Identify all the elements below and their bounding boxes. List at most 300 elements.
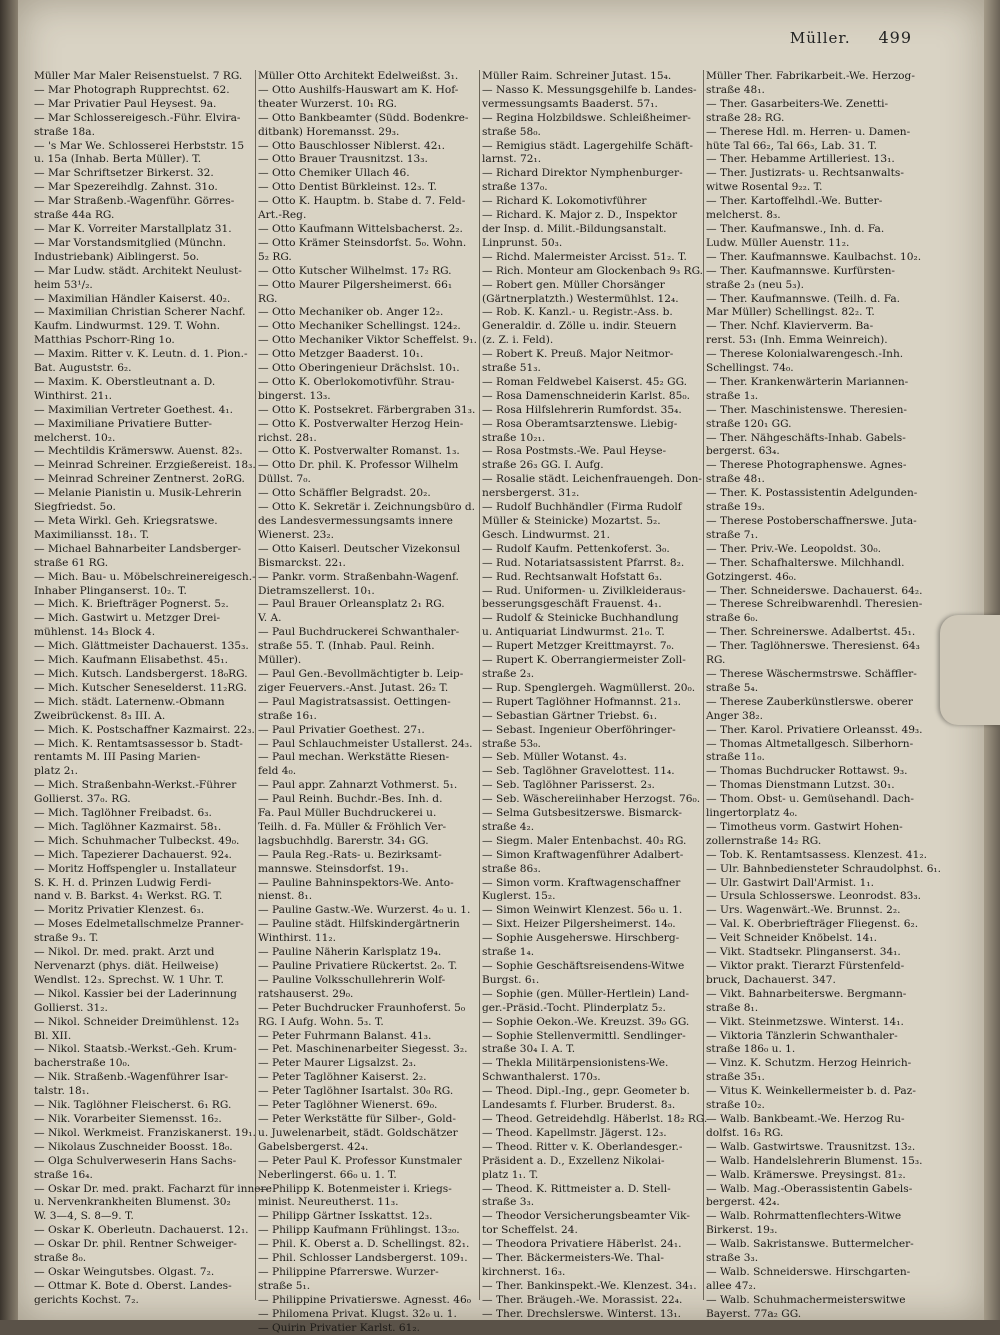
directory-entry: — Michael Bahnarbeiter Landsberger- bbox=[34, 542, 242, 555]
directory-entry: — Mar Spezereihdlg. Zahnst. 31o. bbox=[34, 181, 218, 194]
directory-entry: zollernstraße 14₂ RG. bbox=[706, 834, 822, 847]
directory-entry: straße 28₂ RG. bbox=[706, 111, 785, 124]
directory-entry: — Pauline Volksschullehrerin Wolf- bbox=[258, 973, 446, 986]
directory-entry: platz 2₁. bbox=[34, 765, 79, 778]
directory-entry: straße 55. T. (Inhab. Paul. Reinh. bbox=[258, 640, 435, 653]
directory-entry: des Landesvermessungsamts innere bbox=[258, 515, 453, 527]
directory-entry: — Ther. Karol. Privatiere Orleansst. 49₃. bbox=[706, 723, 923, 736]
directory-entry: — Rosa Damenschneiderin Karlst. 85₀. bbox=[482, 389, 690, 402]
directory-entry: — Richard Direktor Nymphenburger- bbox=[482, 167, 683, 180]
directory-entry: — Theod. Ritter v. K. Oberlandesger.- bbox=[482, 1140, 683, 1153]
directory-entry: — Philomena Privat. Klugst. 32₀ u. 1. bbox=[258, 1307, 457, 1320]
directory-entry: — Pauline städt. Hilfskindergärtnerin bbox=[258, 918, 460, 931]
directory-entry: — Mich. K. Rentamtsassessor b. Stadt- bbox=[34, 737, 243, 750]
directory-entry: — Mar Straßenb.-Wagenführ. Görres- bbox=[34, 195, 235, 208]
directory-entry: — Mar Vorstandsmitglied (Münchn. bbox=[34, 236, 226, 249]
directory-entry: — Nasso K. Messungsgehilfe b. Landes- bbox=[482, 83, 697, 96]
directory-entry: Ludw. Müller Auenstr. 11₂. bbox=[706, 236, 850, 249]
directory-entry: — Ottmar K. Bote d. Oberst. Landes- bbox=[34, 1279, 232, 1292]
directory-entry: — Peter Taglöhner Wienerst. 69₀. bbox=[258, 1099, 438, 1112]
directory-entry: — Meta Wirkl. Geh. Kriegsratswe. bbox=[34, 515, 218, 527]
directory-entry: tor Scheffelst. 24. bbox=[482, 1224, 578, 1237]
directory-entry: — Mich. Bau- u. Möbelschreinereigesch.- bbox=[34, 570, 256, 583]
directory-entry: — Otto Krämer Steinsdorfst. 5₀. Wohn. bbox=[258, 236, 467, 249]
directory-entry: — Theodora Privatiere Häberlst. 24₁. bbox=[482, 1238, 682, 1251]
directory-entry: — Sixt. Heizer Pilgersheimerst. 14₀. bbox=[482, 918, 676, 931]
directory-entry: witwe Rosental 9₂₂. T. bbox=[706, 181, 823, 194]
directory-entry: — Peter Maurer Ligsalzst. 2₃. bbox=[258, 1057, 417, 1070]
directory-entry: V. A. bbox=[258, 612, 282, 625]
directory-entry: — Nik. Straßenb.-Wagenführer Isar- bbox=[34, 1071, 229, 1084]
directory-entry: rerst. 53₁ (Inh. Emma Weinreich). bbox=[706, 334, 888, 347]
directory-entry: Art.-Reg. bbox=[258, 209, 307, 222]
directory-entry: bingerst. 13₃. bbox=[258, 389, 331, 402]
directory-entry: — Paul Reinh. Buchdr.-Bes. Inh. d. bbox=[258, 793, 443, 806]
directory-entry: — Paul Gen.-Bevollmächtigter b. Leip- bbox=[258, 667, 464, 680]
directory-entry: Linprunst. 50₃. bbox=[482, 236, 563, 249]
directory-entry: ziger Feuervers.-Anst. Jutast. 26₂ T. bbox=[258, 681, 449, 694]
directory-entry: — Olga Schulverweserin Hans Sachs- bbox=[34, 1154, 237, 1167]
directory-entry: Gotzingerst. 46₀. bbox=[706, 570, 797, 583]
directory-entry: — Maxim. Ritter v. K. Leutn. d. 1. Pion.- bbox=[34, 348, 248, 361]
directory-entry: — Meinrad Schreiner. Erzgießereist. 18₃. bbox=[34, 459, 256, 472]
directory-entry: — Otto Mechaniker ob. Anger 12₂. bbox=[258, 306, 444, 319]
directory-entry: — Philipp Kaufmann Frühlingst. 13₂₀. bbox=[258, 1224, 460, 1237]
directory-entry: — Ther. Kartoffelhdl.-We. Butter- bbox=[706, 195, 883, 208]
directory-entry: (Gärtnerplatzth.) Westermühlst. 12₄. bbox=[482, 292, 679, 305]
directory-entry: larnst. 72₁. bbox=[482, 153, 542, 166]
directory-entry: bacherstraße 10₀. bbox=[34, 1057, 131, 1070]
directory-entry: Burgst. 6₁. bbox=[482, 973, 540, 986]
directory-entry: — Sebast. Ingenieur Oberföhringer- bbox=[482, 723, 676, 736]
directory-entry: — Thomas Buchdrucker Rottawst. 9₃. bbox=[706, 765, 908, 778]
directory-entry: — Mar Photograph Rupprechtst. 62. bbox=[34, 83, 230, 96]
directory-entry: Bayerst. 77a₂ GG. bbox=[706, 1307, 802, 1320]
directory-entry: — Rud. Notariatsassistent Pfarrst. 8₂. bbox=[482, 556, 685, 569]
directory-entry: Neberlingerst. 66₀ u. 1. T. bbox=[258, 1168, 397, 1181]
directory-entry: u. Nervenkrankheiten Blumenst. 30₂ bbox=[34, 1196, 231, 1209]
directory-entry: melcherst. 8₃. bbox=[706, 209, 781, 222]
directory-entry: — Ther. Drechslerswe. Winterst. 13₁. bbox=[482, 1307, 682, 1320]
directory-entry: — Oskar Dr. med. prakt. Facharzt für innere bbox=[34, 1182, 272, 1195]
directory-entry: — Mich. Kutscher Seneselderst. 11₂RG. bbox=[34, 681, 247, 694]
directory-entry: — Otto Bauschlosser Niblerst. 42₁. bbox=[258, 139, 446, 152]
directory-entry: — Philippine Privatierswe. Agnesst. 46₀ bbox=[258, 1293, 471, 1306]
directory-entry: — Regina Holzbildswe. Schleißheimer- bbox=[482, 111, 691, 124]
directory-entry: — Ursula Schlosserswe. Leonrodst. 83₃. bbox=[706, 890, 922, 903]
directory-entry: minist. Neureutherst. 11₃. bbox=[258, 1196, 399, 1209]
directory-entry: — Otto Bankbeamter (Südd. Bodenkre- bbox=[258, 111, 469, 124]
directory-entry: besserungsgeschäft Frauenst. 4₁. bbox=[482, 598, 662, 611]
directory-entry: ratshauserst. 29₀. bbox=[258, 987, 354, 1000]
directory-entry: straße 51₃. bbox=[482, 362, 541, 375]
directory-entry: allee 47₂. bbox=[706, 1279, 757, 1292]
directory-entry: — Sophie (gen. Müller-Hertlein) Land- bbox=[482, 987, 690, 1000]
directory-entry: — Thom. Obst- u. Gemüsehandl. Dach- bbox=[706, 793, 914, 806]
directory-entry: — Peter Taglöhner Isartalst. 30₀ RG. bbox=[258, 1085, 454, 1098]
directory-entry: straße 10₂₁. bbox=[482, 431, 546, 444]
directory-entry: Müller Otto Architekt Edelweißst. 3₁. bbox=[258, 70, 459, 82]
directory-entry: — Mich. Gastwirt u. Metzger Drei- bbox=[34, 612, 221, 625]
directory-entry: — Rosalie städt. Leichenfrauengeh. Don- bbox=[482, 473, 702, 486]
directory-entry: straße 7₁. bbox=[706, 528, 759, 541]
directory-entry: — Mechtildis Krämersww. Auenst. 82₃. bbox=[34, 445, 243, 458]
directory-entry: W. 3—4, S. 8—9. T. bbox=[34, 1210, 134, 1223]
directory-entry: — Pet. Maschinenarbeiter Siegesst. 3₂. bbox=[258, 1043, 468, 1056]
directory-entry: — Otto K. Postverwalter Herzog Hein- bbox=[258, 417, 464, 430]
directory-entry: Müller & Steinicke) Mozartst. 5₂. bbox=[482, 515, 661, 527]
directory-entry: — Pauline Privatiere Rückertst. 2₀. T. bbox=[258, 960, 458, 972]
directory-entry: — Paul Magistratsassist. Oettingen- bbox=[258, 695, 451, 708]
directory-entry: — Oskar Weingutsbes. Olgast. 7₂. bbox=[34, 1265, 215, 1278]
directory-entry: — Thomas Altmetallgesch. Silberhorn- bbox=[706, 737, 914, 750]
directory-entry: — Nikolaus Zuschneider Boosst. 18₀. bbox=[34, 1140, 233, 1153]
directory-entry: straße 2₃. bbox=[482, 667, 535, 680]
directory-entry: Teilh. d. Fa. Müller & Fröhlich Ver- bbox=[258, 820, 447, 833]
directory-entry: — Otto Mechaniker Schellingst. 124₂. bbox=[258, 320, 461, 333]
directory-entry: — Viktoria Tänzlerin Schwanthaler- bbox=[706, 1029, 898, 1042]
directory-entry: — Moritz Hoffspengler u. Installateur bbox=[34, 862, 237, 875]
directory-entry: — Tob. K. Rentamtsassess. Klenzest. 41₂. bbox=[706, 848, 927, 861]
directory-entry: — Pauline Näherin Karlsplatz 19₄. bbox=[258, 946, 442, 959]
directory-entry: — Paul Brauer Orleansplatz 2₁ RG. bbox=[258, 598, 445, 611]
directory-entry: — Timotheus vorm. Gastwirt Hohen- bbox=[706, 820, 903, 833]
directory-entry: — Thomas Dienstmann Lutzst. 30₁. bbox=[706, 779, 895, 792]
directory-entry: straße 8₁. bbox=[706, 1001, 759, 1014]
directory-entry: straße 86₃. bbox=[482, 862, 541, 875]
directory-entry: u. Juwelenarbeit, städt. Goldschätzer bbox=[258, 1126, 458, 1139]
directory-entry: Wienerst. 23₂. bbox=[258, 528, 335, 541]
directory-column-4 bbox=[706, 70, 942, 1320]
directory-entry: nand v. B. Barkst. 4₁ Werkst. RG. T. bbox=[34, 890, 223, 903]
directory-entry: — Quirin Privatier Karlst. 61₂. bbox=[258, 1321, 420, 1334]
directory-entry: — Walb. Schneiderswe. Hirschgarten- bbox=[706, 1265, 911, 1278]
directory-column-1 bbox=[34, 70, 272, 1310]
directory-entry: — Paul mechan. Werkstätte Riesen- bbox=[258, 751, 450, 764]
directory-entry: — Walb. Handelslehrerin Blumenst. 15₃. bbox=[706, 1154, 923, 1167]
directory-entry: straße 10₂. bbox=[706, 1099, 765, 1112]
directory-entry: — Seb. Müller Wotanst. 4₃. bbox=[482, 751, 627, 764]
directory-entry: straße 120₁ GG. bbox=[706, 417, 792, 430]
directory-entry: heim 53¹/₂. bbox=[34, 278, 93, 291]
directory-entry: mühlenst. 14₃ Block 4. bbox=[34, 626, 156, 639]
directory-entry: lagsbuchhdlg. Barerstr. 34₁ GG. bbox=[258, 834, 429, 847]
directory-entry: bergerst. 42₄. bbox=[706, 1196, 780, 1209]
directory-entry: — Urs. Wagenwärt.-We. Brunnst. 2₂. bbox=[706, 904, 901, 917]
directory-entry: — Pauline Gastw.-We. Wurzerst. 4₀ u. 1. bbox=[258, 904, 471, 917]
directory-entry: — Philipp Gärtner Isskattst. 12₃. bbox=[258, 1210, 433, 1223]
directory-entry: straße 48₁. bbox=[706, 473, 765, 486]
directory-entry: — Walb. Bankbeamt.-We. Herzog Ru- bbox=[706, 1112, 905, 1125]
directory-entry: — Rosa Hilfslehrerin Rumfordst. 35₄. bbox=[482, 403, 682, 416]
directory-entry: talstr. 18₁. bbox=[34, 1085, 90, 1098]
directory-entry: — Sophie Ausgeherswe. Hirschberg- bbox=[482, 932, 680, 945]
directory-entry: — Ther. Kaufmannswe. Kaulbachst. 10₂. bbox=[706, 250, 922, 263]
directory-entry: — Mich. Schuhmacher Tulbeckst. 49₀. bbox=[34, 834, 240, 847]
directory-entry: — Seb. Taglöhner Gravelottest. 11₄. bbox=[482, 765, 675, 778]
directory-entry: feld 4₀. bbox=[258, 765, 297, 778]
directory-column-3 bbox=[482, 70, 708, 1320]
directory-entry: — Rup. Spenglergeh. Wagmüllerst. 20₀. bbox=[482, 681, 696, 694]
directory-entry: straße 8₀. bbox=[34, 1252, 87, 1265]
directory-entry: — Val. K. Oberbriefträger Fliegenst. 6₂. bbox=[706, 918, 919, 931]
directory-entry: — Oskar K. Oberleutn. Dachauerst. 12₁. bbox=[34, 1224, 249, 1237]
directory-entry: — Richd. Malermeister Arcisst. 51₂. T. bbox=[482, 250, 687, 263]
directory-entry: — Rud. Uniformen- u. Zivilkleideraus- bbox=[482, 584, 686, 597]
directory-entry: — Vikt. Bahnarbeiterswe. Bergmann- bbox=[706, 987, 907, 1000]
directory-entry: mannswe. Steinsdorfst. 19₁. bbox=[258, 862, 409, 875]
directory-entry: ger.-Präsid.-Tocht. Plinderplatz 5₂. bbox=[482, 1001, 666, 1014]
directory-entry: Müller Raim. Schreiner Jutast. 15₄. bbox=[482, 70, 672, 82]
directory-entry: straße 26₃ GG. I. Aufg. bbox=[482, 459, 604, 472]
directory-entry: — Simon Kraftwagenführer Adalbert- bbox=[482, 848, 684, 861]
directory-entry: der Insp. d. Milit.-Bildungsanstalt. bbox=[482, 222, 667, 235]
directory-entry: — Theod. Getreidehdlg. Häberlst. 18₂ RG. bbox=[482, 1112, 708, 1125]
directory-entry: — Otto Aushilfs-Hauswart am K. Hof- bbox=[258, 83, 459, 96]
directory-entry: kirchnerst. 16₃. bbox=[482, 1265, 566, 1278]
directory-entry: — Walb. Rohrmattenflechters-Witwe bbox=[706, 1210, 902, 1223]
directory-entry: straße 4₂. bbox=[482, 820, 535, 833]
directory-entry: — Ther. Nchf. Klavierverm. Ba- bbox=[706, 320, 874, 333]
directory-entry: straße 19₃. bbox=[706, 501, 765, 514]
directory-entry: — Therese Wäschermstrswe. Schäffler- bbox=[706, 667, 917, 680]
book-gutter bbox=[0, 0, 18, 1320]
directory-entry: Landesamts f. Flurber. Bruderst. 8₃. bbox=[482, 1099, 676, 1112]
directory-entry: straße 5₁. bbox=[258, 1279, 311, 1292]
directory-entry: Gesch. Lindwurmst. 21. bbox=[482, 528, 610, 541]
directory-entry: — Nik. Taglöhner Fleischerst. 6₁ RG. bbox=[34, 1099, 232, 1112]
directory-entry: — Otto Dr. phil. K. Professor Wilhelm bbox=[258, 459, 459, 472]
directory-entry: — Rob. K. Kanzl.- u. Registr.-Ass. b. bbox=[482, 306, 673, 319]
directory-entry: — Theod. Dipl.-Ing., gepr. Geometer b. bbox=[482, 1085, 690, 1098]
directory-entry: — Robert gen. Müller Chorsänger bbox=[482, 278, 665, 291]
directory-entry: rentamts M. III Pasing Marien- bbox=[34, 751, 201, 764]
directory-entry: — Siegm. Maler Entenbachst. 40₃ RG. bbox=[482, 834, 687, 847]
directory-entry: — Rupert Taglöhner Hofmannst. 21₃. bbox=[482, 695, 682, 708]
directory-entry: u. Antiquariat Lindwurmst. 21₀. T. bbox=[482, 626, 665, 639]
directory-entry: — Ther. Kaufmannswe. (Teilh. d. Fa. bbox=[706, 292, 901, 305]
directory-entry: straße 11₀. bbox=[706, 751, 765, 764]
directory-entry: — Phil. K. Oberst a. D. Schellingst. 82₁. bbox=[258, 1238, 470, 1251]
directory-entry: Müller Ther. Fabrikarbeit.-We. Herzog- bbox=[706, 70, 915, 82]
directory-entry: — Ther. Justizrats- u. Rechtsanwalts- bbox=[706, 167, 904, 180]
directory-entry: — Sebastian Gärtner Triebst. 6₁. bbox=[482, 709, 658, 722]
directory-entry: — Sophie Stellenvermittl. Sendlinger- bbox=[482, 1029, 686, 1042]
directory-entry: — Ther. Hebamme Artilleriest. 13₁. bbox=[706, 153, 895, 166]
directory-entry: melcherst. 10₂. bbox=[34, 431, 116, 444]
directory-entry: Anger 38₂. bbox=[706, 709, 764, 722]
directory-entry: straße 61 RG. bbox=[34, 556, 109, 569]
directory-entry: — Walb. Sakristanswe. Buttermelcher- bbox=[706, 1238, 914, 1251]
directory-entry: straße 5₄. bbox=[706, 681, 759, 694]
directory-entry: Matthias Pschorr-Ring 1o. bbox=[34, 334, 175, 347]
directory-page bbox=[18, 0, 984, 1334]
directory-entry: straße 35₁. bbox=[706, 1071, 765, 1084]
directory-entry: hüte Tal 66₂, Tal 66₃, Lab. 31. T. bbox=[706, 139, 878, 152]
directory-entry: Wendlst. 12₃. Sprechst. W. 1 Uhr. T. bbox=[34, 973, 224, 986]
directory-entry: dolfst. 16₃ RG. bbox=[706, 1126, 784, 1139]
directory-entry: Schellingst. 74₀. bbox=[706, 362, 794, 375]
directory-entry: Winthirst. 11₂. bbox=[258, 932, 336, 945]
directory-entry: — Ther. Gasarbeiters-We. Zenetti- bbox=[706, 97, 889, 110]
directory-entry: nienst. 8₁. bbox=[258, 890, 313, 903]
directory-entry: Birkerst. 19₃. bbox=[706, 1224, 778, 1237]
thumb-index-tab bbox=[940, 615, 1000, 725]
directory-entry: — Mich. K. Postschaffner Kazmairst. 22₃. bbox=[34, 723, 255, 736]
directory-entry: straße 9₃. T. bbox=[34, 932, 99, 945]
directory-entry: — Ther. Bankinspekt.-We. Klenzest. 34₁. bbox=[482, 1279, 697, 1292]
directory-entry: — Remigius städt. Lagergehilfe Schäft- bbox=[482, 139, 693, 152]
directory-entry: straße 58₀. bbox=[482, 125, 541, 138]
directory-entry: Bismarckst. 22₁. bbox=[258, 556, 346, 569]
directory-entry: — Ther. Maschinistenswe. Theresien- bbox=[706, 403, 907, 416]
directory-entry: — Vitus K. Weinkellermeister b. d. Paz- bbox=[706, 1085, 916, 1098]
directory-entry: — Ther. K. Postassistentin Adelgunden- bbox=[706, 487, 918, 500]
directory-entry: — Walb. Gastwirtswe. Trausnitzst. 13₂. bbox=[706, 1140, 916, 1153]
directory-entry: Gollierst. 31₂. bbox=[34, 1001, 108, 1014]
directory-entry: — Richard K. Lokomotivführer bbox=[482, 195, 647, 208]
directory-entry: — Walb. Krämerswe. Preysingst. 81₂. bbox=[706, 1168, 906, 1181]
directory-entry: — Mich. K. Briefträger Pognerst. 5₂. bbox=[34, 598, 229, 611]
directory-entry: — Otto Schäffler Belgradst. 20₂. bbox=[258, 487, 431, 500]
directory-entry: Gabelsbergerst. 42₄. bbox=[258, 1140, 369, 1153]
directory-entry: — Robert K. Preuß. Major Neitmor- bbox=[482, 348, 674, 361]
directory-entry: — Rosa Oberamtsarztenswe. Liebig- bbox=[482, 417, 678, 430]
directory-entry: — Nikol. Kassier bei der Laderinnung bbox=[34, 987, 237, 1000]
directory-entry: gerichts Kochst. 7₂. bbox=[34, 1293, 139, 1306]
directory-entry: vermessungsamts Baaderst. 57₁. bbox=[482, 97, 658, 110]
directory-entry: — Pankr. vorm. Straßenbahn-Wagenf. bbox=[258, 570, 459, 583]
directory-entry: — Rosa Postmsts.-We. Paul Heyse- bbox=[482, 445, 667, 458]
directory-entry: — Maximilian Vertreter Goethest. 4₁. bbox=[34, 403, 234, 416]
directory-entry: — Rudolf Kaufm. Pettenkoferst. 3₀. bbox=[482, 542, 670, 555]
directory-entry: RG. bbox=[706, 654, 726, 667]
directory-entry: — Seb. Wäschereiinhaber Herzogst. 76₀. bbox=[482, 793, 701, 806]
directory-entry: — Theod. Kapellmstr. Jägerst. 12₃. bbox=[482, 1126, 667, 1139]
directory-entry: — Maximiliane Privatiere Butter- bbox=[34, 417, 213, 430]
directory-entry: RG. bbox=[258, 292, 278, 305]
directory-entry: — Otto Chemiker Ullach 46. bbox=[258, 167, 410, 180]
directory-entry: — Mich. städt. Laternenw.-Obmann bbox=[34, 695, 225, 708]
directory-entry: — Philipp K. Botenmeister i. Kriegs- bbox=[258, 1182, 452, 1195]
directory-entry: — Mar Schriftsetzer Birkerst. 32. bbox=[34, 167, 214, 180]
directory-entry: — Mich. Straßenbahn-Werkst.-Führer bbox=[34, 779, 237, 792]
directory-entry: — Maximilian Händler Kaiserst. 40₂. bbox=[34, 292, 231, 305]
directory-entry: bruck, Dachauerst. 347. bbox=[706, 973, 836, 986]
directory-entry: — Therese Postoberschaffnerswe. Juta- bbox=[706, 515, 917, 527]
directory-column-2 bbox=[258, 70, 480, 1334]
directory-entry: straße 2₃ (neu 5₃). bbox=[706, 278, 805, 291]
directory-entry: — Richard. K. Major z. D., Inspektor bbox=[482, 209, 678, 222]
directory-entry: — Rupert K. Oberrangiermeister Zoll- bbox=[482, 654, 686, 667]
directory-entry: — Nik. Vorarbeiter Siemensst. 16₂. bbox=[34, 1112, 222, 1125]
directory-entry: bergerst. 63₄. bbox=[706, 445, 780, 458]
directory-entry: ditbank) Horemansst. 29₃. bbox=[258, 125, 400, 138]
page-number: 499 bbox=[878, 28, 912, 47]
directory-entry: — Philippine Pfarrerswe. Wurzer- bbox=[258, 1265, 439, 1278]
directory-entry: — Walb. Schuhmachermeisterswitwe bbox=[706, 1293, 906, 1306]
directory-entry: — Viktor prakt. Tierarzt Fürstenfeld- bbox=[706, 960, 905, 972]
directory-entry: — Mich. Tapezierer Dachauerst. 92₄. bbox=[34, 848, 232, 861]
directory-entry: — Paul Buchdruckerei Schwanthaler- bbox=[258, 626, 460, 639]
directory-entry: — Mich. Taglöhner Kazmairst. 58₁. bbox=[34, 820, 222, 833]
directory-entry: — Otto Mechaniker Viktor Scheffelst. 9₁. bbox=[258, 334, 478, 347]
directory-entry: — Ulr. Bahnbediensteter Schraudolphst. 6₁. bbox=[706, 862, 942, 875]
directory-entry: — Ther. Priv.-We. Leopoldst. 30₀. bbox=[706, 542, 881, 555]
directory-entry: — Vinz. K. Schutzm. Herzog Heinrich- bbox=[706, 1057, 912, 1070]
directory-entry: — Ther. Schreinerswe. Adalbertst. 45₁. bbox=[706, 626, 916, 639]
directory-entry: — Theodor Versicherungsbeamter Vik- bbox=[482, 1210, 690, 1223]
directory-entry: — Ther. Schafhalterswe. Milchhandl. bbox=[706, 556, 905, 569]
directory-entry: — Phil. Schlosser Landsbergerst. 109₁. bbox=[258, 1252, 468, 1265]
directory-entry: straße 48₁. bbox=[706, 83, 765, 96]
directory-entry: RG. I Aufg. Wohn. 5₃. T. bbox=[258, 1015, 384, 1028]
directory-entry: — Maximilian Christian Scherer Nachf. bbox=[34, 306, 246, 319]
directory-entry: — Otto Metzger Baaderst. 10₁. bbox=[258, 348, 424, 361]
directory-entry: — Oskar Dr. phil. Rentner Schweiger- bbox=[34, 1238, 237, 1251]
directory-entry: — Otto K. Postsekret. Färbergraben 31₃. bbox=[258, 403, 476, 416]
directory-entry: Maximiliansst. 18₁. T. bbox=[34, 528, 150, 541]
directory-entry: Präsident a. D., Exzellenz Nikolai- bbox=[482, 1154, 665, 1167]
directory-entry: S. K. H. d. Prinzen Ludwig Ferdi- bbox=[34, 876, 212, 889]
directory-entry: — Moritz Privatier Klenzest. 6₃. bbox=[34, 904, 205, 917]
directory-entry: straße 6₀. bbox=[706, 612, 759, 625]
directory-entry: — Ther. Nähgeschäfts-Inhab. Gabels- bbox=[706, 431, 906, 444]
directory-entry: — Simon Weinwirt Klenzest. 56₀ u. 1. bbox=[482, 904, 683, 917]
directory-entry: straße 1₃. bbox=[706, 389, 759, 402]
directory-entry: — Roman Feldwebel Kaiserst. 45₂ GG. bbox=[482, 375, 688, 388]
directory-entry: — Paula Reg.-Rats- u. Bezirksamt- bbox=[258, 848, 442, 861]
directory-entry: straße 53₀. bbox=[482, 737, 541, 750]
directory-entry: — Meinrad Schreiner Zentnerst. 2oRG. bbox=[34, 473, 245, 486]
directory-entry: — Mar Schlossereigesch.-Führ. Elvira- bbox=[34, 111, 241, 124]
directory-entry: — Ulr. Gastwirt Dall'Armist. 1₁. bbox=[706, 876, 874, 889]
directory-entry: — Pauline Bahninspektors-We. Anto- bbox=[258, 876, 454, 889]
directory-entry: — Ther. Kaufmanswe., Inh. d. Fa. bbox=[706, 222, 885, 235]
directory-entry: — Peter Fuhrmann Balanst. 41₃. bbox=[258, 1029, 432, 1042]
directory-entry: — Ther. Bräugeh.-We. Morassist. 22₄. bbox=[482, 1293, 683, 1306]
directory-entry: — Otto Oberingenieur Drächslst. 10₁. bbox=[258, 362, 460, 375]
directory-entry: lingertorplatz 4₀. bbox=[706, 807, 798, 820]
directory-entry: Müller Mar Maler Reisenstuelst. 7 RG. bbox=[34, 70, 243, 82]
directory-entry: straße 137₀. bbox=[482, 181, 548, 194]
directory-entry: straße 16₄. bbox=[34, 1168, 93, 1181]
page-header bbox=[790, 28, 912, 47]
directory-entry: — Therese Photographenswe. Agnes- bbox=[706, 459, 907, 472]
directory-entry: — Nikol. Staatsb.-Werkst.-Geh. Krum- bbox=[34, 1043, 237, 1056]
directory-entry: Fa. Paul Müller Buchdruckerei u. bbox=[258, 807, 437, 820]
directory-entry: — Therese Hdl. m. Herren- u. Damen- bbox=[706, 125, 911, 138]
directory-entry: — Peter Werkstätte für Silber-, Gold- bbox=[258, 1112, 457, 1125]
directory-entry: Generaldir. d. Zölle u. indir. Steuern bbox=[482, 320, 677, 333]
directory-entry: Müller). bbox=[258, 654, 302, 667]
directory-entry: — Ther. Kaufmannswe. Kurfürsten- bbox=[706, 264, 895, 277]
directory-entry: — Simon vorm. Kraftwagenschaffner bbox=[482, 876, 681, 889]
directory-entry: — Peter Paul K. Professor Kunstmaler bbox=[258, 1154, 462, 1167]
directory-entry: — Ther. Schneiderswe. Dachauerst. 64₂. bbox=[706, 584, 923, 597]
directory-entry: — Nikol. Dr. med. prakt. Arzt und bbox=[34, 946, 215, 959]
directory-entry: — Rud. Rechtsanwalt Hofstatt 6₃. bbox=[482, 570, 663, 583]
directory-entry: Mar Müller) Schellingst. 82₂. T. bbox=[706, 306, 875, 319]
directory-entry: — Nikol. Schneider Dreimühlenst. 12₃ bbox=[34, 1015, 240, 1028]
directory-entry: — Mich. Kutsch. Landsbergerst. 18₀RG. bbox=[34, 667, 248, 680]
directory-entry: Kaufm. Lindwurmst. 129. T. Wohn. bbox=[34, 320, 220, 333]
directory-entry: straße 44a RG. bbox=[34, 209, 115, 222]
directory-entry: straße 16₁. bbox=[258, 709, 317, 722]
directory-entry: — Mar Ludw. städt. Architekt Neulust- bbox=[34, 264, 242, 277]
directory-entry: Düllst. 7₀. bbox=[258, 473, 311, 486]
directory-entry: Bat. Auguststr. 6₂. bbox=[34, 362, 132, 375]
